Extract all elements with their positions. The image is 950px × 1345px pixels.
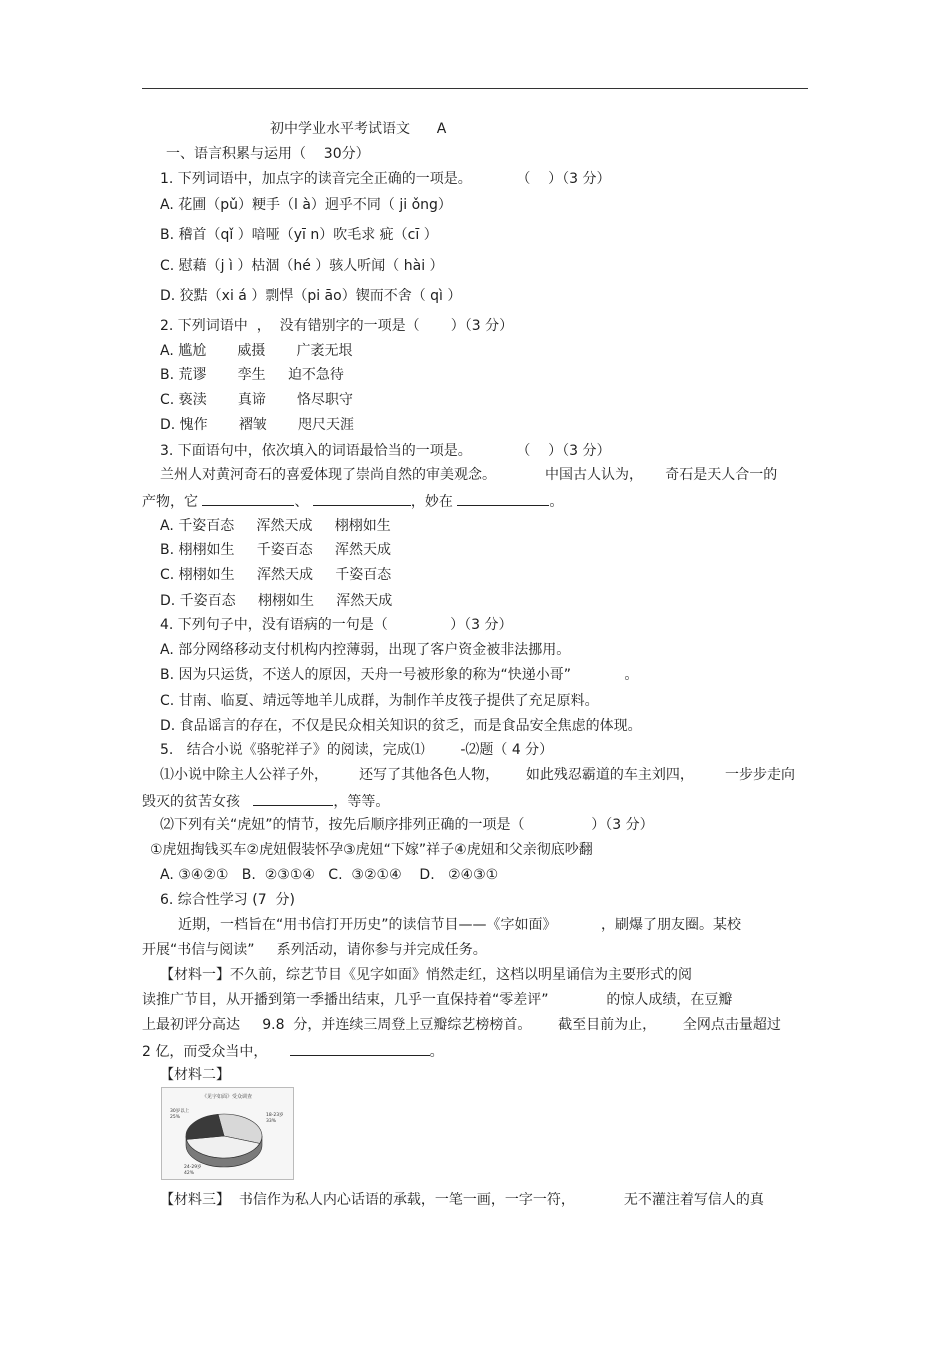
question-6-intro: 近期，一档旨在“用书信打开历史”的读信节目——《字如面》 ，刷爆了朋友圈。某校 [178,917,742,933]
chart-title: 《见字如面》受众调查 [201,1094,253,1100]
question-1-option-b: B. 稽首（qǐ ）喑哑（yī n）吹毛求 疵（cī ） [160,227,438,243]
question-4-stem: 4. 下列句子中，没有语病的一句是（ ）（3 分） [160,617,513,633]
exam-title: 初中学业水平考试语文 A [270,121,447,137]
question-5-stem: 5. 结合小说《骆驼祥子》的阅读，完成⑴ -⑵题（ 4 分） [160,742,554,758]
pie-label-3: 25% [170,1115,181,1120]
question-4-option-d: D. 食品谣言的存在，不仅是民众相关知识的贫乏，而是食品安全焦虑的体现。 [160,718,642,734]
question-4-option-c: C. 甘南、临夏、靖远等地羊儿成群，为制作羊皮筏子提供了充足原料。 [160,693,599,709]
pie-slice-3 [186,1114,224,1139]
question-2-option-b: B. 荒谬 孪生 迫不急待 [160,367,344,383]
question-1-option-c: C. 慰藉（j ì ）枯涸（hé ）骇人听闻（ hài ） [160,258,444,274]
pie-label-3: 30岁以上 [170,1109,190,1114]
question-3-passage: 兰州人对黄河奇石的喜爱体现了崇尚自然的审美观念。 中国古人认为， 奇石是天人合一的 [160,467,778,483]
pie-label-2: 24-29岁 [184,1165,202,1170]
question-2-option-c: C. 亵渎 真谛 恪尽职守 [160,392,353,408]
header-rule [142,88,808,89]
question-3-option-c: C. 栩栩如生 浑然天成 千姿百态 [160,567,392,583]
question-2-option-d: D. 愧作 褶皱 咫尺天涯 [160,417,354,433]
question-3-stem: 3. 下面语句中，依次填入的词语最恰当的一项是。 （ ）（3 分） [160,443,611,459]
question-5-events: ①虎妞掏钱买车②虎妞假装怀孕③虎妞“下嫁”祥子④虎妞和父亲彻底吵翻 [150,842,593,858]
question-5-part-2: ⑵下列有关“虎妞”的情节，按先后顺序排列正确的一项是（ ）（3 分） [160,817,654,833]
pie-label-1: 33% [266,1119,277,1124]
question-5-part-1: ⑴小说中除主人公祥子外， 还写了其他各色人物， 如此残忍霸道的车主刘四， 一步步走向 [160,767,796,783]
question-3-option-b: B. 栩栩如生 千姿百态 浑然天成 [160,542,392,558]
pie-label-1: 18-23岁 [266,1113,284,1118]
question-3-fill-line: 产物，它 、 ，妙在 。 [142,491,563,511]
blank-1[interactable] [202,491,294,506]
question-1-stem: 1. 下列词语中，加点字的读音完全正确的一项是。 （ ）（3 分） [160,171,611,187]
blank-5[interactable] [290,1041,430,1056]
material-3-line: 【材料三】 书信作为私人内心话语的承载，一笔一画，一字一符， 无不灌注着写信人的真 [160,1192,764,1208]
blank-4[interactable] [253,791,333,806]
material-2-label: 【材料二】 [160,1067,230,1083]
material-1-line-1: 【材料一】不久前，综艺节目《见字如面》悄然走红，这档以明星诵信为主要形式的阅 [160,967,692,983]
question-2-stem: 2. 下列词语中 ， 没有错别字的一项是（ ）（3 分） [160,318,514,334]
material-1-line-3: 上最初评分高达 9.8 分，并连续三周登上豆瓣综艺榜榜首。 截至目前为止， 全网点击量超过 [142,1017,781,1033]
question-3-option-d: D. 千姿百态 栩栩如生 浑然天成 [160,593,393,609]
question-3-option-a: A. 千姿百态 浑然天成 栩栩如生 [160,518,391,534]
question-5-options: A. ③④②① B. ②③①④ C. ③②①④ D. ②④③① [160,867,499,883]
blank-3[interactable] [457,491,549,506]
question-4-option-b: B. 因为只运货，不送人的原因，天舟一号被形象的称为“快递小哥” 。 [160,667,639,683]
material-1-line-4: 2 亿，而受众当中， 。 [142,1041,444,1061]
question-4-option-a: A. 部分网络移动支付机构内控薄弱，出现了客户资金被非法挪用。 [160,642,571,658]
question-6-intro-cont: 开展“书信与阅读” 系列活动，请你参与并完成任务。 [142,942,487,958]
section-heading: 一、语言积累与运用（ 30分） [166,146,370,162]
material-1-line-2: 读推广节目，从开播到第一季播出结束，几乎一直保持着“零差评” 的惊人成绩，在豆瓣 [142,992,733,1008]
question-2-option-a: A. 尴尬 威摄 广袤无垠 [160,343,353,359]
question-1-option-a: A. 花圃（pǔ）粳手（l à）迥乎不同（ ji ǒng） [160,197,452,213]
pie-chart-svg [162,1088,293,1179]
question-1-option-d: D. 狡黠（xi á ）剽悍（pi āo）锲而不舍（ qì ） [160,288,462,304]
blank-2[interactable] [313,491,411,506]
question-6-stem: 6. 综合性学习 (7 分) [160,892,295,908]
pie-label-2: 42% [184,1171,195,1176]
survey-pie-chart [161,1087,294,1180]
question-5-part-1-cont: 毁灭的贫苦女孩 ，等等。 [142,791,389,811]
